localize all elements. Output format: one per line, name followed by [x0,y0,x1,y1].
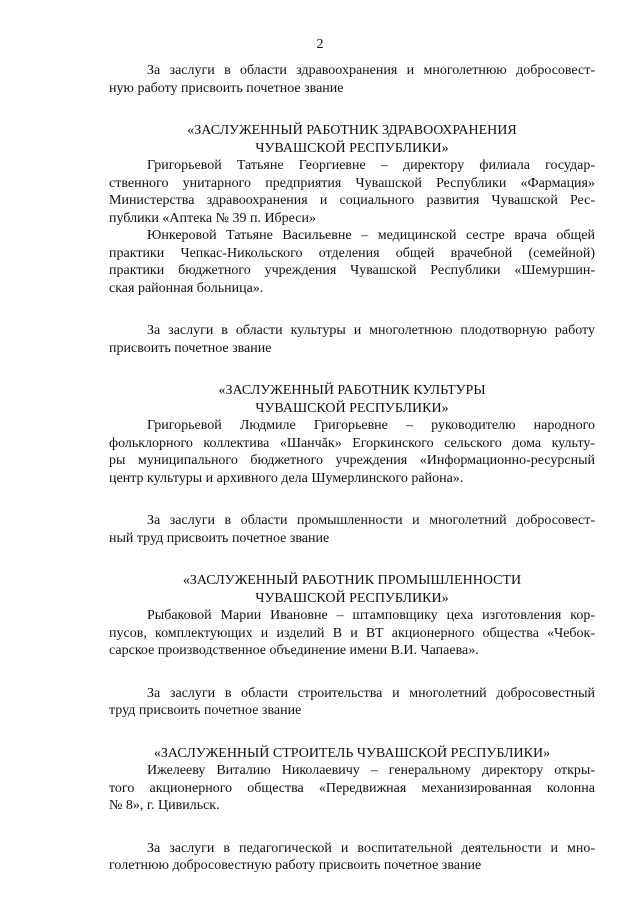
culture-award-title [109,382,595,417]
title-line: «ЗАСЛУЖЕННЫЙ РАБОТНИК ЗДРАВООХРАНЕНИЯ [187,123,517,138]
health-recipient-2 [109,227,595,297]
text-line: Юнкеровой Татьяне Васильевне – медицинской сестре врача общей [147,228,595,243]
text-line: За заслуги в области промышленности и многолетний добросовест- [147,513,595,528]
text-line: За заслуги в области строительства и многолетний добросовестный [147,685,595,701]
construction-intro-paragraph [109,685,595,720]
text-line: пусов, комплектующих и изделий В и ВТ акционерного общества «Чебок- [109,625,595,641]
text-line: ская районная больница». [109,280,264,296]
text-line: фольклорного коллектива «Шанчăк» Егоркинского сельского дома культу- [109,435,595,451]
text-line: центр культуры и архивного дела Шумерлинского района». [109,470,464,486]
text-line: ный труд присвоить почетное звание [109,530,330,546]
title-line: «ЗАСЛУЖЕННЫЙ РАБОТНИК КУЛЬТУРЫ [218,383,486,398]
text-line: ственного унитарного предприятия Чувашской Республики «Фармация» [109,175,595,191]
text-line: голетнюю добросовестную работу присвоить почетное звание [109,858,482,873]
text-line: Григорьевой Татьяне Георгиевне – директору филиала государ- [147,158,595,173]
text-line: практики бюджетного учреждения Чувашской Республики «Шемуршин- [109,263,595,278]
health-intro-paragraph [109,62,595,97]
culture-recipient-1 [109,417,595,487]
title-line: «ЗАСЛУЖЕННЫЙ РАБОТНИК ПРОМЫШЛЕННОСТИ [182,573,522,588]
text-line: публики «Аптека № 39 п. Ибреси» [109,210,316,226]
text-line: За заслуги в области здравоохранения и многолетнюю добросовест- [147,63,595,78]
text-line: За заслуги в области культуры и многолетнюю плодотворную работу [147,323,595,338]
document-body [109,62,595,875]
title-line: «ЗАСЛУЖЕННЫЙ СТРОИТЕЛЬ ЧУВАШСКОЙ РЕСПУБЛИКИ» [153,745,551,761]
text-line: практики Чепкас-Никольского отделения общей врачебной (семейной) [109,245,595,261]
title-line: ЧУВАШСКОЙ РЕСПУБЛИКИ» [255,400,449,416]
industry-recipient-1 [109,607,595,660]
text-line: того акционерного общества «Передвижная механизированная колонна [109,780,595,796]
title-line: ЧУВАШСКОЙ РЕСПУБЛИКИ» [255,140,449,156]
text-line: № 8», г. Цивильск. [109,798,220,813]
text-line: труд присвоить почетное звание [109,703,302,718]
construction-recipient-1 [109,762,595,815]
text-line: ную работу присвоить почетное звание [109,80,344,96]
page-number: 2 [316,37,324,52]
health-award-title [109,122,595,157]
health-recipient-1 [109,157,595,227]
education-intro-paragraph [109,840,595,875]
text-line: ры муниципального бюджетного учреждения «Информационно-ресурсный [109,453,595,468]
industry-award-title [109,572,595,607]
text-line: присвоить почетное звание [109,340,272,356]
text-line: За заслуги в педагогической и воспитательной деятельности и мно- [147,840,595,856]
text-line: Ижелееву Виталию Николаевичу – генеральному директору откры- [147,763,595,778]
text-line: сарское производственное объединение имени В.И. Чапаева». [109,643,479,658]
industry-intro-paragraph [109,512,595,547]
text-line: Рыбаковой Марии Ивановне – штамповщику цеха изготовления кор- [147,608,595,623]
title-line: ЧУВАШСКОЙ РЕСПУБЛИКИ» [255,590,449,606]
text-line: Министерства здравоохранения и социального развития Чувашской Рес- [109,193,595,208]
text-line: Григорьевой Людмиле Григорьевне – руководителю народного [147,418,595,433]
construction-award-title [109,745,595,763]
culture-intro-paragraph [109,322,595,357]
